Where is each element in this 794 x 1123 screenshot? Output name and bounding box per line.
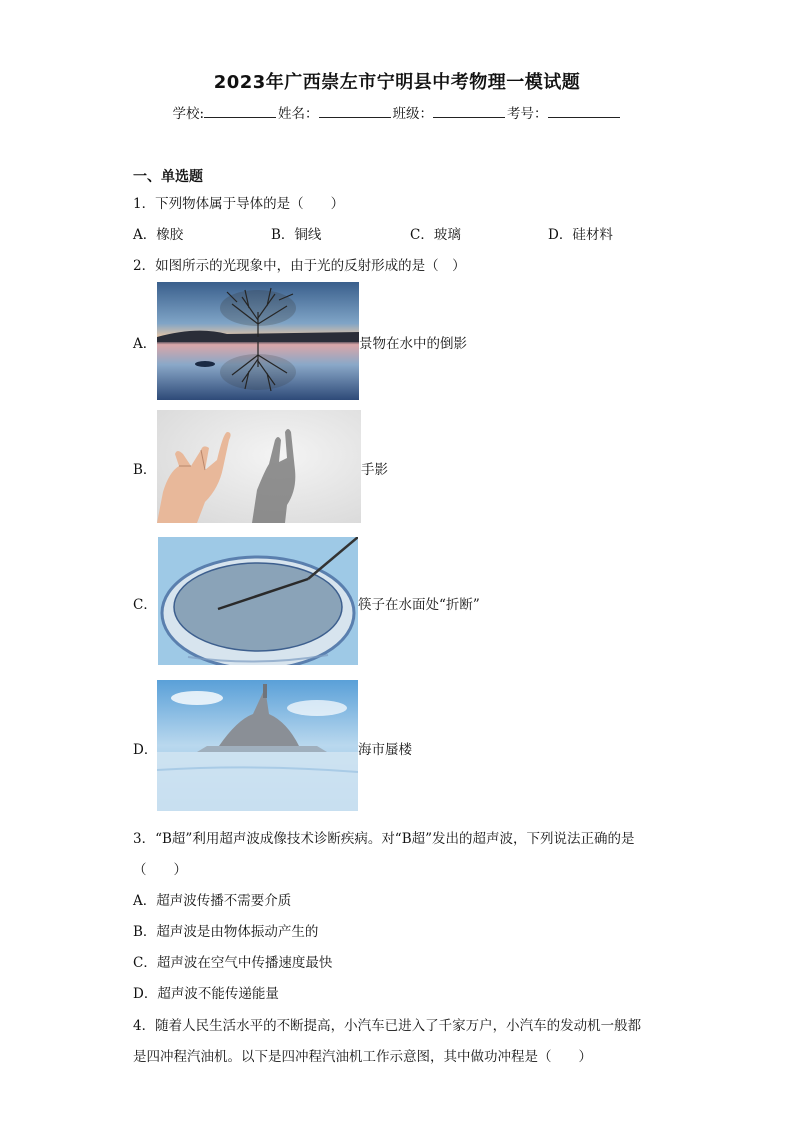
question-2-stem: 2．如图所示的光现象中，由于光的反射形成的是（ ）	[133, 258, 466, 274]
number-blank	[548, 103, 620, 118]
name-label: 姓名：	[278, 106, 319, 122]
class-blank	[433, 103, 505, 118]
q2-option-d-letter: D．	[133, 742, 158, 758]
q3-option-c: C．超声波在空气中传播速度最快	[133, 955, 333, 971]
q2-option-b-caption: 手影	[361, 462, 388, 478]
q2-option-b-letter: B．	[133, 462, 157, 478]
q2-option-a-caption: 景物在水中的倒影	[359, 336, 467, 352]
mirage-photo	[157, 680, 358, 811]
q2-option-c-caption: 筷子在水面处“折断”	[358, 597, 480, 613]
school-blank	[204, 103, 276, 118]
school-label: 学校:	[172, 106, 205, 122]
question-4-stem-line2: 是四冲程汽油机。以下是四冲程汽油机工作示意图，其中做功冲程是（ ）	[133, 1049, 592, 1065]
q2-option-c-letter: C．	[133, 597, 157, 613]
reflection-photo	[157, 282, 359, 400]
question-4-stem-line1: 4．随着人民生活水平的不断提高，小汽车已进入了千家万户，小汽车的发动机一般都	[133, 1018, 642, 1034]
section-heading: 一、单选题	[133, 169, 203, 185]
question-3-stem-line1: 3．“B超”利用超声波成像技术诊断疾病。对“B超”发出的超声波，下列说法正确的是	[133, 831, 635, 847]
q3-option-d: D．超声波不能传递能量	[133, 986, 279, 1002]
name-blank	[319, 103, 391, 118]
question-1-stem: 1．下列物体属于导体的是（ ）	[133, 196, 345, 212]
exam-title: 2023年广西崇左市宁明县中考物理一模试题	[213, 72, 581, 93]
hand-shadow-photo	[157, 410, 361, 523]
q1-option-b: B．铜线	[271, 227, 322, 243]
q1-option-c: C．玻璃	[410, 227, 461, 243]
number-label: 考号：	[507, 106, 548, 122]
chopstick-bowl-photo	[158, 537, 358, 665]
q3-option-b: B．超声波是由物体振动产生的	[133, 924, 319, 940]
q2-option-a-letter: A．	[133, 336, 157, 352]
student-info-row	[0, 102, 794, 122]
question-3-stem-line2: （ ）	[133, 862, 187, 878]
q3-option-a: A．超声波传播不需要介质	[133, 893, 292, 909]
q1-option-d: D．硅材料	[548, 227, 613, 243]
q1-option-a: A．橡胶	[133, 227, 184, 243]
class-label: 班级：	[392, 106, 434, 122]
q2-option-d-caption: 海市蜃楼	[358, 742, 412, 758]
